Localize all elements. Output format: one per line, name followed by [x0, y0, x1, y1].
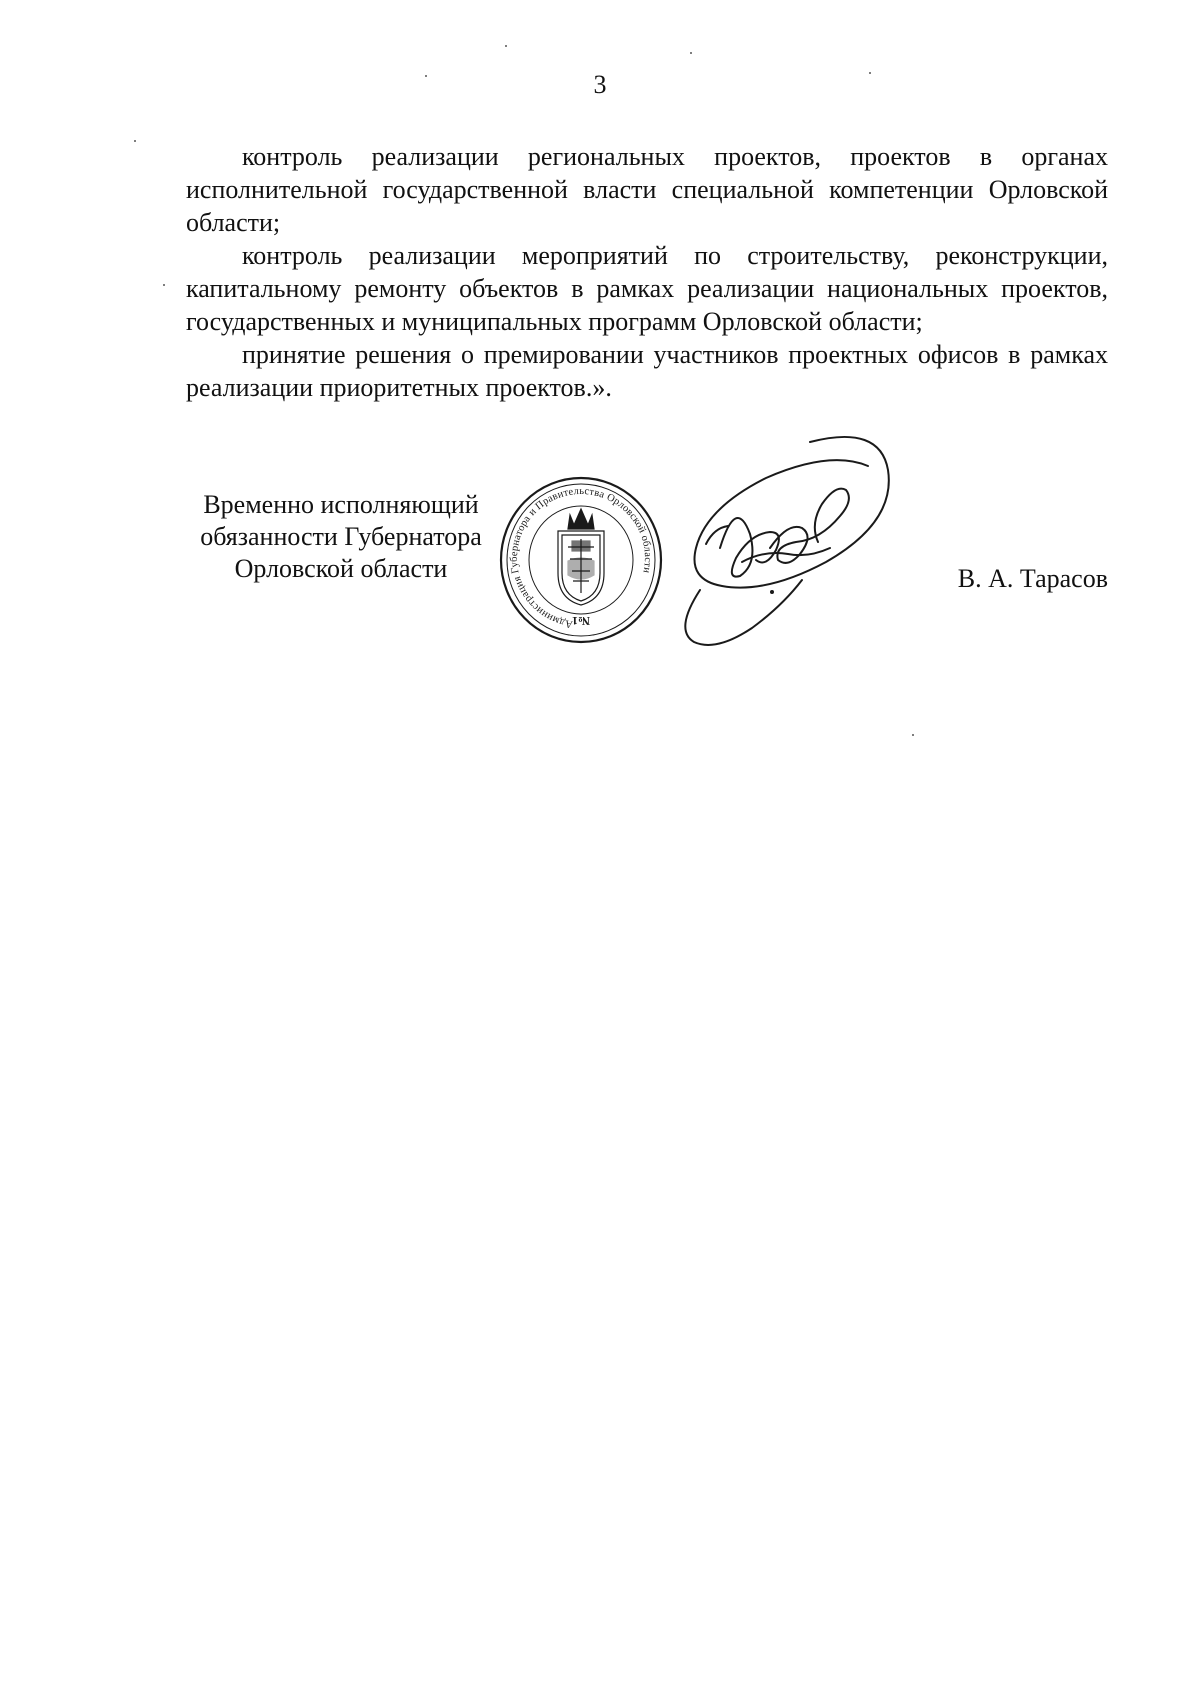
page-number: 3 [593, 70, 607, 99]
signatory-title [186, 489, 496, 585]
paragraph-bonus-decision: принятие решения о премировании участников проектных офисов в рамках реализации приоритетных проектов.». [186, 340, 1108, 402]
seal-ring-text: Администрация Губернатора и Правительства Орловской области [508, 485, 654, 630]
scan-speck [690, 52, 692, 54]
official-seal-icon [498, 475, 664, 645]
coat-of-arms-icon [558, 509, 604, 605]
scan-speck [134, 140, 136, 142]
paragraph-construction-control: контроль реализации мероприятий по строительству, реконструкции, капитальному ремонту объектов в рамках реализации национальных проектов, государственных и муниципальных программ Орловской области; [186, 241, 1108, 336]
body-text [186, 140, 1108, 404]
scan-speck [163, 284, 165, 286]
scan-speck [505, 45, 507, 47]
signatory-title-line: обязанности Губернатора [200, 522, 482, 551]
signatory-title-line: Орловской области [234, 554, 448, 583]
scan-speck [912, 734, 914, 736]
handwritten-signature-icon [670, 430, 930, 650]
signatory-name: В. А. Тарасов [957, 564, 1108, 593]
seal-number: №1 [571, 614, 591, 628]
signatory-title-line: Временно исполняющий [203, 490, 479, 519]
scan-speck [425, 75, 427, 77]
paragraph-project-control: контроль реализации региональных проектов, проектов в органах исполнительной государственной власти специальной компетенции Орловской области; [186, 142, 1108, 237]
scan-speck [869, 72, 871, 74]
